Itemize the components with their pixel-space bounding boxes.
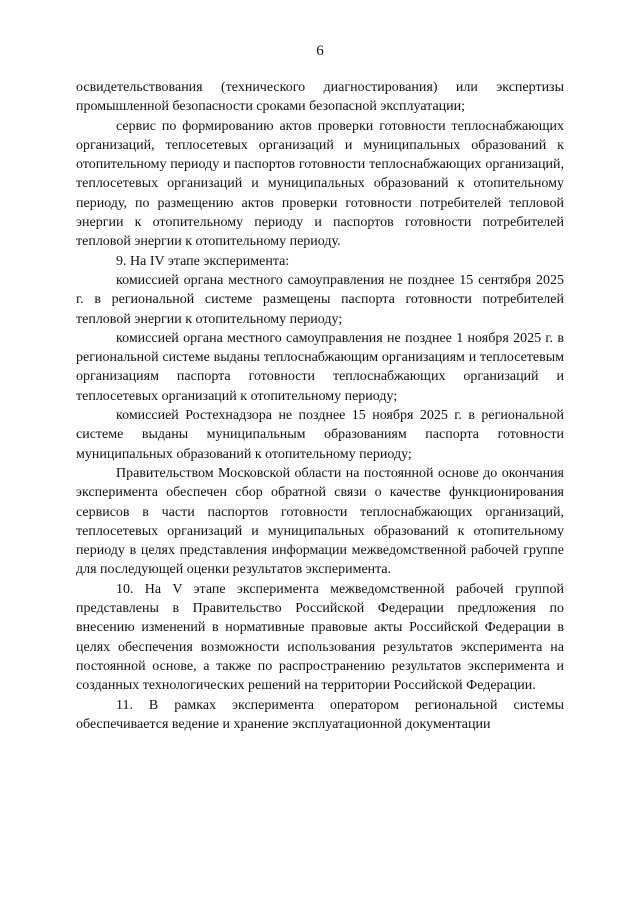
body-paragraph: 10. На V этапе эксперимента межведомственной рабочей группой представлены в Правительство Российской Федерации предложения по внесению изменений в нормативные правовые акты Российской Федерации в целях обеспечения возможности использования результатов эксперимента на постоянной основе, а также по распространению результатов эксперимента и созданных технологических решений на территории Российской Федерации. [76,581,564,694]
body-paragraph: 9. На IV этапе эксперимента: [116,253,290,269]
body-paragraph: комиссией органа местного самоуправления не позднее 1 ноября 2025 г. в региональной системе выданы теплоснабжающим организациям и теплосетевым организациям паспорта готовности теплоснабжающих организаций и теплосетевых организаций к отопительному периоду; [76,330,564,404]
body-paragraph: освидетельствования (технического диагностирования) или экспертизы промышленной безопасности сроками безопасной эксплуатации; [76,80,564,115]
body-paragraph: комиссией органа местного самоуправления не позднее 15 сентября 2025 г. в региональной системе размещены паспорта готовности потребителей тепловой энергии к отопительному периоду; [76,272,564,327]
body-paragraph: 11. В рамках эксперимента оператором региональной системы обеспечивается ведение и хранение эксплуатационной документации [76,697,564,732]
document-body [76,78,564,734]
body-paragraph: Правительством Московской области на постоянной основе до окончания эксперимента обеспечен сбор обратной связи о качестве функционирования сервисов в части паспортов готовности теплоснабжающих организаций, теплосетевых организаций и муниципальных образований к отопительному периоду в целях представления информации межведомственной рабочей группе для последующей оценки результатов эксперимента. [76,465,564,578]
body-paragraph: сервис по формированию актов проверки готовности теплоснабжающих организаций, теплосетевых организаций и муниципальных образований к отопительному периоду и паспортов готовности теплоснабжающих организаций, теплосетевых организаций и муниципальных образований к отопительному периоду, по размещению актов проверки готовности потребителей тепловой энергии к отопительному периоду и паспортов готовности потребителей тепловой энергии к отопительному периоду. [76,118,564,250]
page-number: 6 [316,43,324,59]
body-paragraph: комиссией Ростехнадзора не позднее 15 ноября 2025 г. в региональной системе выданы муниципальным образованиям паспорта готовности муниципальных образований к отопительному периоду; [76,408,564,462]
